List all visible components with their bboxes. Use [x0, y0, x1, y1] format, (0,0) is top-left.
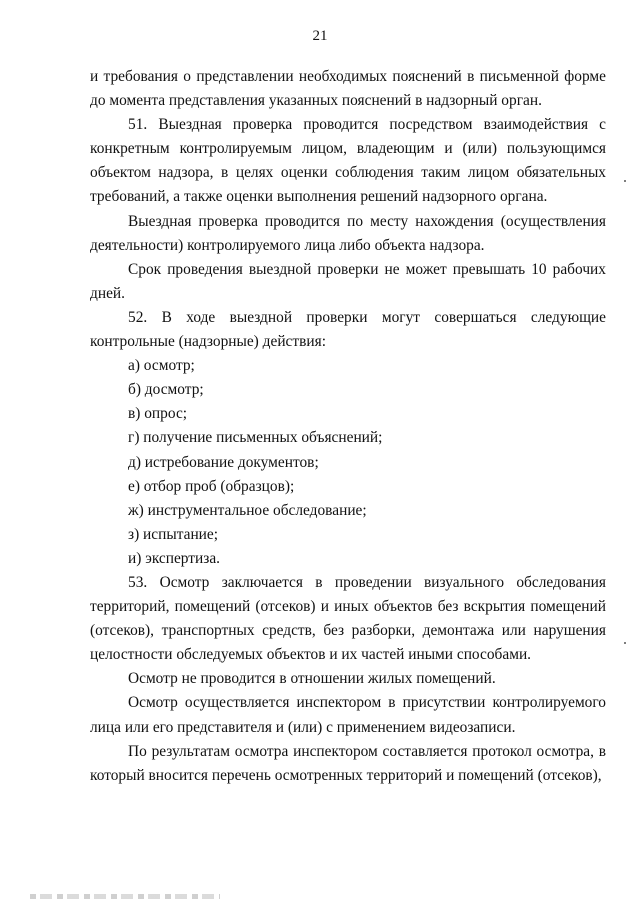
paragraph: и требования о представлении необходимых пояснений в письменной форме до момента представления указанных пояснений в надзорный орган. — [90, 68, 606, 110]
paragraph: 53. Осмотр заключается в проведении визуального обследования территорий, помещений (отсеков) и иных объектов без вскрытия помещений (отсеков), транспортных средств, без разборки, демонтажа или нарушения целостности обследуемых объектов и их частей иными способами. — [90, 573, 606, 664]
list-item: г) получение письменных объяснений; — [128, 429, 383, 447]
scan-footer-noise — [30, 894, 220, 899]
list-item: е) отбор проб (образцов); — [128, 477, 295, 495]
paragraph: Срок проведения выездной проверки не может превышать 10 рабочих дней. — [90, 260, 606, 302]
list-item: ж) инструментальное обследование; — [128, 501, 367, 519]
list-item: б) досмотр; — [128, 381, 204, 399]
scan-speck — [624, 180, 626, 182]
paragraph: 52. В ходе выездной проверки могут совершаться следующие контрольные (надзорные) действия: — [90, 308, 606, 351]
paragraph: 51. Выездная проверка проводится посредством взаимодействия с конкретным контролируемым лицом, владеющим и (или) пользующимся объектом надзора, в целях оценки соблюдения таким лицом обязательных требований, а также оценки выполнения решений надзорного органа. — [90, 116, 606, 206]
list-item: и) экспертиза. — [128, 549, 221, 567]
paragraph: Осмотр осуществляется инспектором в присутствии контролируемого лица или его представителя и (или) с применением видеозаписи. — [90, 694, 606, 736]
paragraph: Осмотр не проводится в отношении жилых помещений. — [128, 670, 496, 688]
list-item: д) истребование документов; — [128, 453, 319, 471]
scan-speck — [624, 642, 626, 644]
document-body — [90, 65, 606, 788]
list-item: з) испытание; — [128, 525, 219, 543]
paragraph: Выездная проверка проводится по месту нахождения (осуществления деятельности) контролируемого лица либо объекта надзора. — [90, 212, 606, 254]
paragraph: По результатам осмотра инспектором составляется протокол осмотра, в который вносится перечень осмотренных территорий и помещений (отсеков), — [90, 742, 606, 784]
list-item: в) опрос; — [128, 405, 188, 423]
page-number: 21 — [312, 28, 328, 44]
list-item: а) осмотр; — [128, 357, 195, 375]
